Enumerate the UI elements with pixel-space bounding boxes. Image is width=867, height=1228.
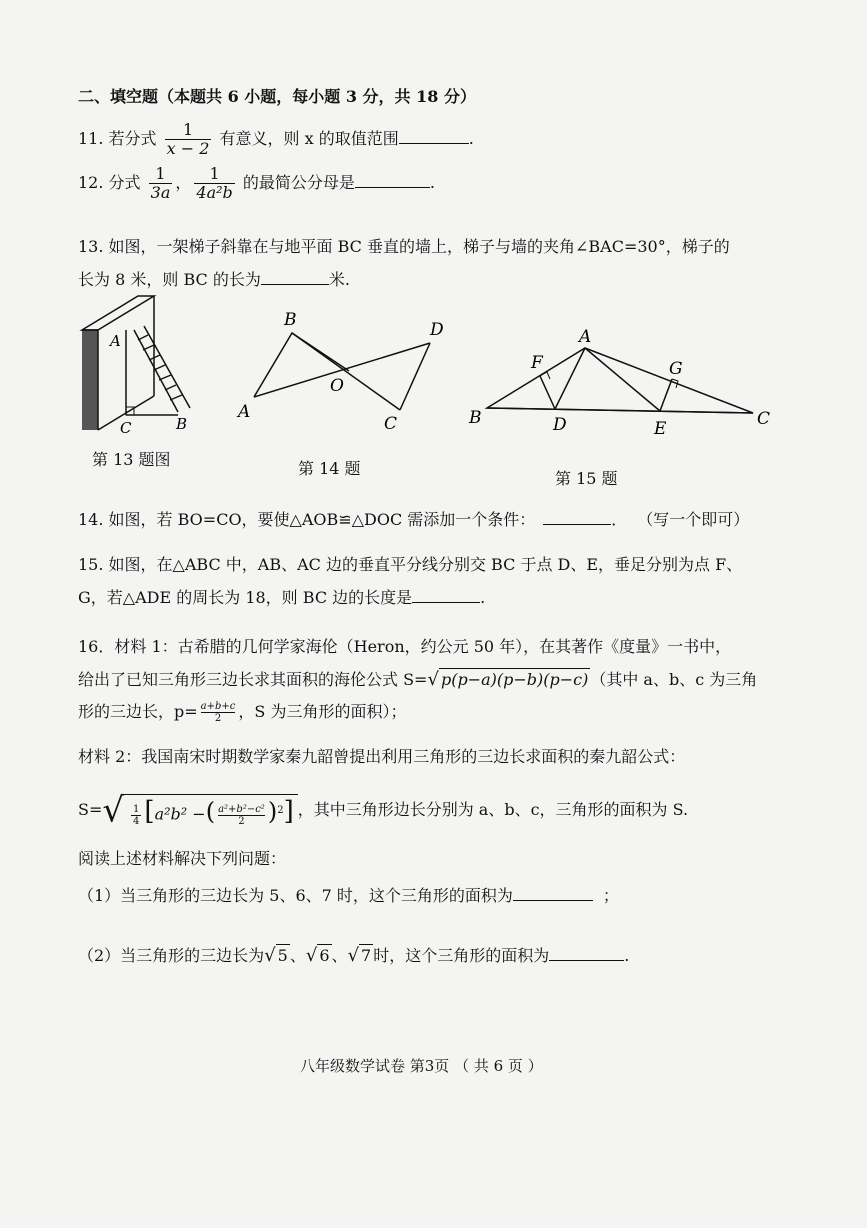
q16-heron-suffix: （其中 a、b、c 为三角 xyxy=(590,670,758,689)
q16-p-num: a+b+c xyxy=(200,701,236,712)
q13-unit: 米. xyxy=(328,270,350,289)
q16-sub2-prefix: （2）当三角形的三边长为 xyxy=(78,946,265,965)
q16-qin-S: S= xyxy=(78,800,103,819)
figure-13-ladder-diagram xyxy=(78,290,203,440)
q16-line-3 xyxy=(78,696,406,728)
q16-sub2-root-5: 5 xyxy=(277,946,288,965)
fig15-caption: 第 15 题 xyxy=(555,469,618,488)
fig14-label-A: A xyxy=(238,402,251,422)
q11-frac-den: x − 2 xyxy=(166,139,210,158)
fig14-label-B: B xyxy=(284,310,297,330)
q14-text: 14. 如图，若 BO=CO，要使△AOB≌△DOC 需添加一个条件： xyxy=(78,510,536,529)
q16-qin-radicand: $\frac{1}{4}$ [a²b² −( $\frac{\text{a²+b²−c²}}{2}$ )$^2$] xyxy=(124,794,298,826)
q16-quarter-den: 4 xyxy=(133,815,140,827)
q16-p-fraction xyxy=(201,701,236,724)
q16-p-den: 2 xyxy=(201,712,236,724)
q12-separator: ， xyxy=(175,173,192,192)
fig15-label-B: B xyxy=(469,408,482,428)
q11-fraction xyxy=(165,121,212,158)
q16-sub2-sep-2: 、 xyxy=(331,946,348,965)
q12-number: 12. xyxy=(78,173,104,192)
q16-line-5 xyxy=(78,780,688,841)
fig15-label-C: C xyxy=(757,409,771,429)
q11-frac-num: 1 xyxy=(182,120,194,139)
q13-line-1: 13. 如图，一架梯子斜靠在与地平面 BC 垂直的墙上，梯子与墙的夹角∠BAC=30°，梯子的 xyxy=(78,237,730,256)
q13-line-2 xyxy=(78,268,350,291)
q12-prefix: 分式 xyxy=(108,173,141,192)
q16-line-1: 16．材料 1：古希腊的几何学家海伦（Heron，约公元 50 年），在其著作《度量》一书中， xyxy=(78,637,732,656)
fig13-caption: 第 13 题图 xyxy=(92,450,171,469)
q16-inner-fraction xyxy=(218,804,265,827)
fig13-label-B: B xyxy=(176,415,188,433)
q13-line-2-text: 长为 8 米，则 BC 的长为 xyxy=(78,270,261,289)
q16-line-2 xyxy=(78,668,757,691)
q16-p-prefix: 形的三边长，p= xyxy=(78,702,198,721)
q15-line-2-text: G，若△ADE 的周长为 18，则 BC 边的长度是 xyxy=(78,588,413,607)
fig15-label-A: A xyxy=(579,327,592,347)
q12-fraction-2 xyxy=(194,165,234,202)
q15-line-2: G，若△ADE 的周长为 18，则 BC 边的长度是 . xyxy=(78,588,486,607)
q12-f1-num: 1 xyxy=(155,164,166,183)
q16-sub2-sep-1: 、 xyxy=(289,946,306,965)
question-12: 12. 分式 $\frac{1}{3a}$ ， $\frac{1}{\text{4a²b}}$ 的最简公分母是 . xyxy=(78,164,435,202)
q16-line-6: 阅读上述材料解决下列问题： xyxy=(78,849,287,868)
q16-sub2-suffix: 时，这个三角形的面积为 xyxy=(373,946,550,965)
q11-suffix: 有意义，则 x 的取值范围 xyxy=(219,129,399,148)
q16-heron-prefix: 给出了已知三角形三边长求其面积的海伦公式 S= xyxy=(78,670,428,689)
q12-answer-blank[interactable] xyxy=(355,171,430,188)
q16-quarter-num: 1 xyxy=(133,803,140,815)
q16-sub2-root-6: 6 xyxy=(319,946,330,965)
wall-front-shading xyxy=(82,330,98,430)
big-sqrt-symbol: √ xyxy=(102,790,125,831)
q14-answer-blank[interactable] xyxy=(543,508,611,525)
fig15-label-F: F xyxy=(531,353,543,373)
fig15-label-D: D xyxy=(553,415,567,435)
q11-number: 11. xyxy=(78,129,104,148)
fig14-label-C: C xyxy=(384,414,398,434)
q16-inner-den: 2 xyxy=(218,815,265,827)
fig13-label-C: C xyxy=(120,419,132,437)
q12-f2-num: 1 xyxy=(209,164,220,183)
q15-answer-blank[interactable] xyxy=(412,586,480,603)
fig13-label-A: A xyxy=(110,332,121,350)
fig14-label-O: O xyxy=(330,376,344,396)
q12-f2-den: 4a²b xyxy=(196,183,233,202)
q16-inner-num: a²+b²−c² xyxy=(218,803,265,815)
q16-sub-2: （2）当三角形的三边长为√ 5 、√ 6 、√ 7 时，这个三角形的面积为 . xyxy=(78,945,630,966)
q14-note: （写一个即可） xyxy=(645,510,750,529)
q16-sub1-text: （1）当三角形的三边长为 5、6、7 时，这个三角形的面积为 xyxy=(78,886,513,905)
q16-qin-suffix: ，其中三角形边长分别为 a、b、c，三角形的面积为 S. xyxy=(297,800,689,819)
figure-15-triangle-bisectors xyxy=(465,322,785,442)
sqrt-symbol: √ xyxy=(427,669,439,690)
q16-sub1-answer-blank[interactable] xyxy=(513,884,593,901)
wall-top xyxy=(82,296,154,330)
fig14-label-D: D xyxy=(430,320,444,340)
q11-prefix: 若分式 xyxy=(108,129,157,148)
figure-14-crossed-triangles xyxy=(232,305,457,440)
section-title: 二、填空题（本题共 6 小题，每小题 3 分，共 18 分） xyxy=(78,87,476,106)
q16-sub1-end: ； xyxy=(602,886,619,905)
q16-p-suffix: ，S 为三角形的面积）； xyxy=(238,702,407,721)
q11-answer-blank[interactable] xyxy=(399,127,469,144)
fig15-label-E: E xyxy=(654,419,667,439)
fig15-label-G: G xyxy=(669,359,683,379)
q15-line-1: 15. 如图，在△ABC 中，AB、AC 边的垂直平分线分别交 BC 于点 D、E，垂足分别为点 F、 xyxy=(78,555,743,574)
q12-suffix: 的最简公分母是 xyxy=(242,173,355,192)
q16-a2b2: a²b² − xyxy=(154,804,206,824)
q12-f1-den: 3a xyxy=(150,183,171,202)
question-11: 11. 若分式 $\frac{1}{x - 2}$ 有意义，则 x 的取值范围 . xyxy=(78,120,474,158)
q16-line-4: 材料 2：我国南宋时期数学家秦九韶曾提出利用三角形的三边长求面积的秦九韶公式： xyxy=(78,747,686,766)
question-14: 14. 如图，若 BO=CO，要使△AOB≌△DOC 需添加一个条件： ． （写一个即可） xyxy=(78,510,750,529)
q16-sub2-answer-blank[interactable] xyxy=(549,944,624,961)
page-footer: 八年级数学试卷 第3页 （ 共 6 页 ） xyxy=(300,1057,543,1075)
ladder xyxy=(134,326,190,412)
q12-fraction-1 xyxy=(149,165,173,202)
q13-answer-blank[interactable] xyxy=(261,268,329,285)
q16-sub-1 xyxy=(78,884,619,907)
fig14-caption: 第 14 题 xyxy=(298,459,361,478)
q16-quarter xyxy=(131,804,141,827)
q16-sub2-root-7: 7 xyxy=(361,946,372,965)
q16-heron-formula: p(p−a)(p−b)(p−c) xyxy=(440,670,589,689)
